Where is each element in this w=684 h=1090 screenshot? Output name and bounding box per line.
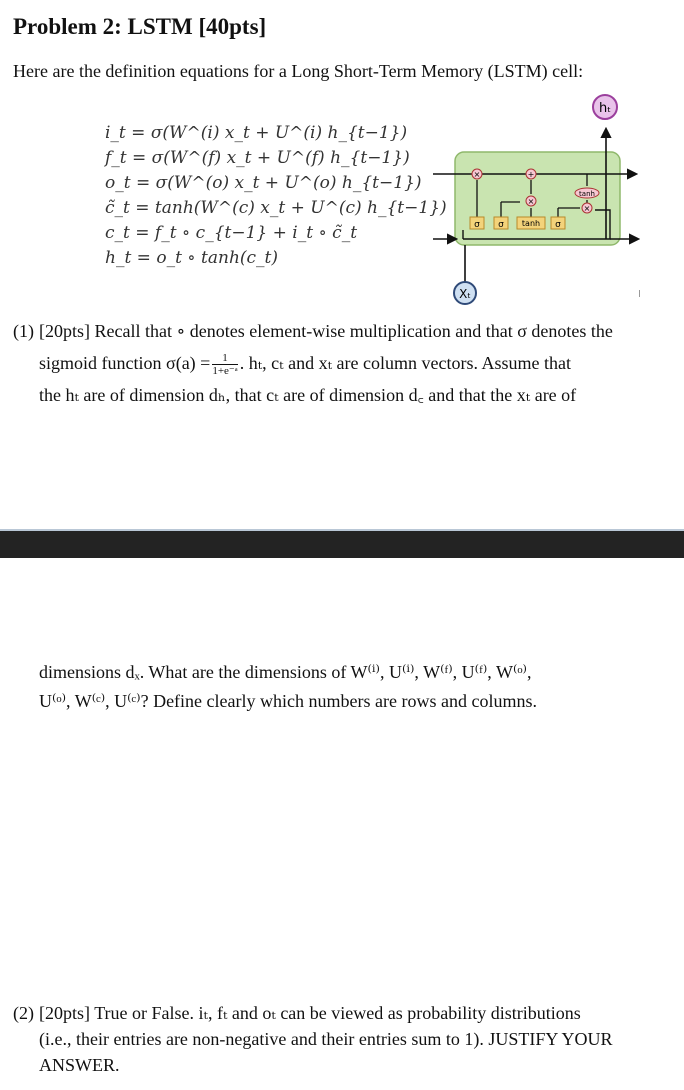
q2-line-2: (i.e., their entries are non-negative and their entries sum to 1). JUSTIFY YOUR bbox=[39, 1029, 613, 1049]
svg-text:σ: σ bbox=[498, 220, 504, 230]
page-break-band bbox=[0, 529, 684, 558]
equation-candidate-cell: c̃_t = tanh(W^(c) x_t + U^(c) h_{t−1}) bbox=[105, 198, 447, 218]
svg-text:×: × bbox=[473, 170, 481, 179]
q1-line-1: (1) [20pts] Recall that ∘ denotes element-wise multiplication and that σ denotes the bbox=[13, 321, 613, 341]
equation-input-gate: i_t = σ(W^(i) x_t + U^(i) h_{t−1}) bbox=[105, 123, 408, 143]
question-1-continued bbox=[39, 658, 669, 716]
equation-hidden-state: h_t = o_t ∘ tanh(c_t) bbox=[105, 248, 279, 268]
q1-line-3: the hₜ are of dimension dₕ, that cₜ are of dimension d꜀ and that the xₜ are of bbox=[39, 385, 577, 405]
svg-text:+: + bbox=[527, 170, 535, 179]
intro-text: Here are the definition equations for a Long Short-Term Memory (LSTM) cell: bbox=[13, 61, 584, 81]
stray-mark bbox=[639, 290, 640, 297]
output-gate bbox=[551, 217, 565, 230]
problem-title: Problem 2: LSTM [40pts] bbox=[13, 14, 267, 39]
sigmoid-fraction: $\frac{1}{\text{1+e⁻ᵃ}}$ bbox=[212, 352, 238, 378]
q2-line-1: (2) [20pts] True or False. iₜ, fₜ and oₜ can be viewed as probability distributions bbox=[13, 1003, 581, 1023]
q1-line-4: dimensions dₓ. What are the dimensions of W⁽ⁱ⁾, U⁽ⁱ⁾, W⁽ᶠ⁾, U⁽ᶠ⁾, W⁽ᵒ⁾, bbox=[39, 662, 532, 682]
forget-gate bbox=[470, 217, 484, 230]
equation-forget-gate: f_t = σ(W^(f) x_t + U^(f) h_{t−1}) bbox=[105, 148, 410, 168]
question-1 bbox=[13, 315, 673, 411]
svg-text:tanh: tanh bbox=[579, 190, 595, 198]
svg-text:×: × bbox=[527, 197, 535, 206]
q1-line-5: U⁽ᵒ⁾, W⁽ᶜ⁾, U⁽ᶜ⁾? Define clearly which numbers are rows and columns. bbox=[39, 691, 537, 711]
question-2 bbox=[13, 1000, 673, 1078]
q1-line-2: sigmoid function σ(a) = $\frac{1}{\text{1+e⁻ᵃ}}$ . hₜ, cₜ and xₜ are column vectors. Assume that bbox=[39, 352, 571, 378]
equation-cell-state: c_t = f_t ∘ c_{t−1} + i_t ∘ c̃_t bbox=[105, 223, 358, 243]
input-gate bbox=[494, 217, 508, 230]
svg-text:Xₜ: Xₜ bbox=[459, 287, 471, 301]
lstm-cell-diagram bbox=[425, 90, 655, 305]
svg-text:hₜ: hₜ bbox=[598, 101, 612, 116]
lstm-cell-box bbox=[455, 152, 620, 245]
svg-text:σ: σ bbox=[555, 220, 561, 230]
svg-text:×: × bbox=[583, 204, 591, 213]
lstm-equations bbox=[105, 120, 447, 270]
q2-line-3: ANSWER. bbox=[39, 1055, 120, 1075]
equation-output-gate: o_t = σ(W^(o) x_t + U^(o) h_{t−1}) bbox=[105, 173, 422, 193]
svg-text:σ: σ bbox=[474, 220, 480, 230]
svg-text:tanh: tanh bbox=[521, 219, 541, 228]
candidate-gate bbox=[517, 217, 545, 229]
